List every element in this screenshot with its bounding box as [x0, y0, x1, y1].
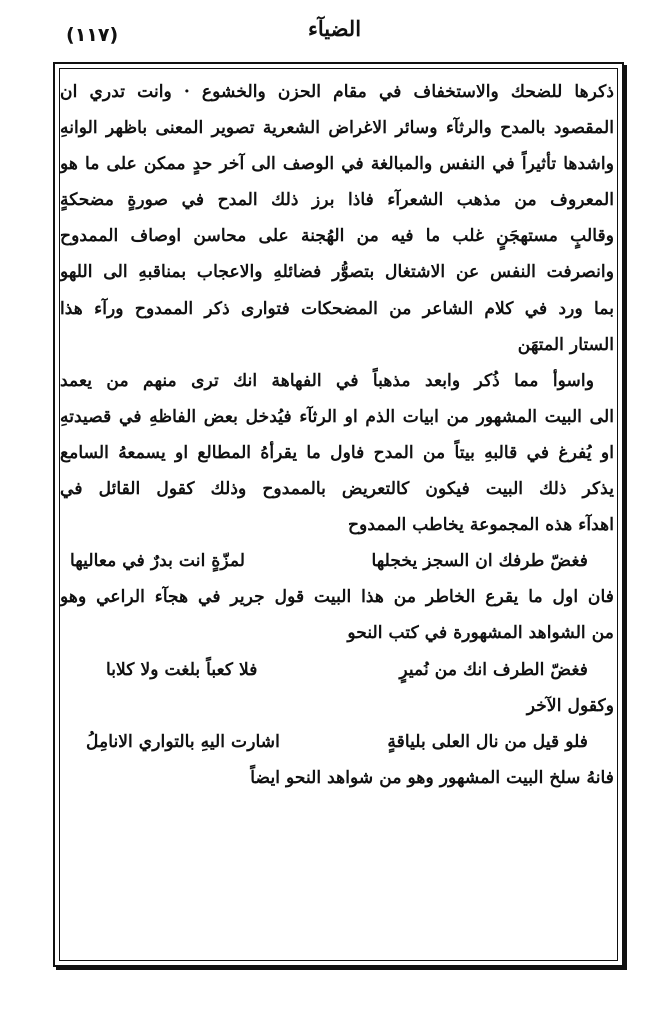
text-line: واسوأ مما ذُكر وابعد مذهباً في الفهاهة انك ترى منهم من يعمد: [60, 370, 594, 391]
text-body: [60, 74, 614, 796]
text-line: وقالبٍ مستهجَنٍ غلب ما فيه من الهُجنة على محاسن اوصاف الممدوح: [60, 226, 614, 247]
text-line: واشدها تأثيراً في النفس والمبالغة في الوصف الى آخر حدٍ ممكن على ما هو: [60, 154, 614, 175]
text-line: وكقول الآخر: [526, 695, 614, 716]
text-line: يذكر ذلك البيت فيكون كالتعريض بالممدوح وذلك كقول القائل في: [60, 479, 614, 500]
text-line: فانهُ سلخ البيت المشهور وهو من شواهد النحو ايضاً: [250, 767, 614, 788]
verse-first-hemistich: فلو قيل من نال العلى بلياقةٍ: [387, 731, 588, 752]
text-line: بما ورد في كلام الشاعر من المضحكات فتوارى ذكر الممدوح ورآء هذا: [60, 298, 614, 319]
text-line: ذكرها للضحك والاستخفاف في مقام الحزن والخشوع · وانت تدري ان: [60, 82, 614, 102]
text-line: او يُفرغ في قالبهِ بيتاً من المدح فاول ما يقرأهُ المطالع او يسمعهُ السامع: [60, 442, 614, 463]
verse-first-hemistich: فغضّ الطرف انك من نُميرٍ: [399, 659, 588, 680]
verse-second-hemistich: فلا كعباً بلغت ولا كلابا: [106, 659, 258, 680]
text-line: وانصرفت النفس عن الاشتغال بتصوُّر فضائلهِ والاعجاب بمناقبهِ الى اللهو: [60, 262, 614, 283]
text-line: فان اول ما يقرع الخاطر من هذا البيت قول جرير في هجآء الراعي وهو: [60, 587, 614, 608]
verse-line: [60, 543, 614, 579]
text-line: المقصود بالمدح والرثآء وسائر الاغراض الشعرية تصوير المعنى باظهر الوانهِ: [60, 118, 614, 139]
text-line: من الشواهد المشهورة في كتب النحو: [347, 623, 614, 644]
running-title: الضيآء: [307, 16, 362, 41]
text-line: المعروف من مذهب الشعرآء فاذا برز ذلك المدح في صورةٍ مضحكةٍ: [60, 190, 614, 211]
text-line: الستار المتهَن: [517, 334, 614, 355]
verse-line: [60, 652, 614, 688]
verse-first-hemistich: فغضّ طرفك ان السجز يخجلها: [371, 551, 588, 572]
verse-second-hemistich: لمزّةٍ انت بدرٌ في معاليها: [70, 551, 245, 572]
page-header: [0, 0, 669, 62]
text-line: الى البيت المشهور من ابيات الذم او الرثآء فيُدخل بعض الفاظهِ في قصيدتهِ: [60, 406, 614, 427]
verse-second-hemistich: اشارت اليهِ بالتواري الانامِلُ: [86, 731, 280, 752]
text-line: اهدآء هذه المجموعة يخاطب الممدوح: [347, 515, 614, 536]
page-number: (١١٧): [66, 24, 119, 46]
verse-line: [60, 724, 614, 760]
